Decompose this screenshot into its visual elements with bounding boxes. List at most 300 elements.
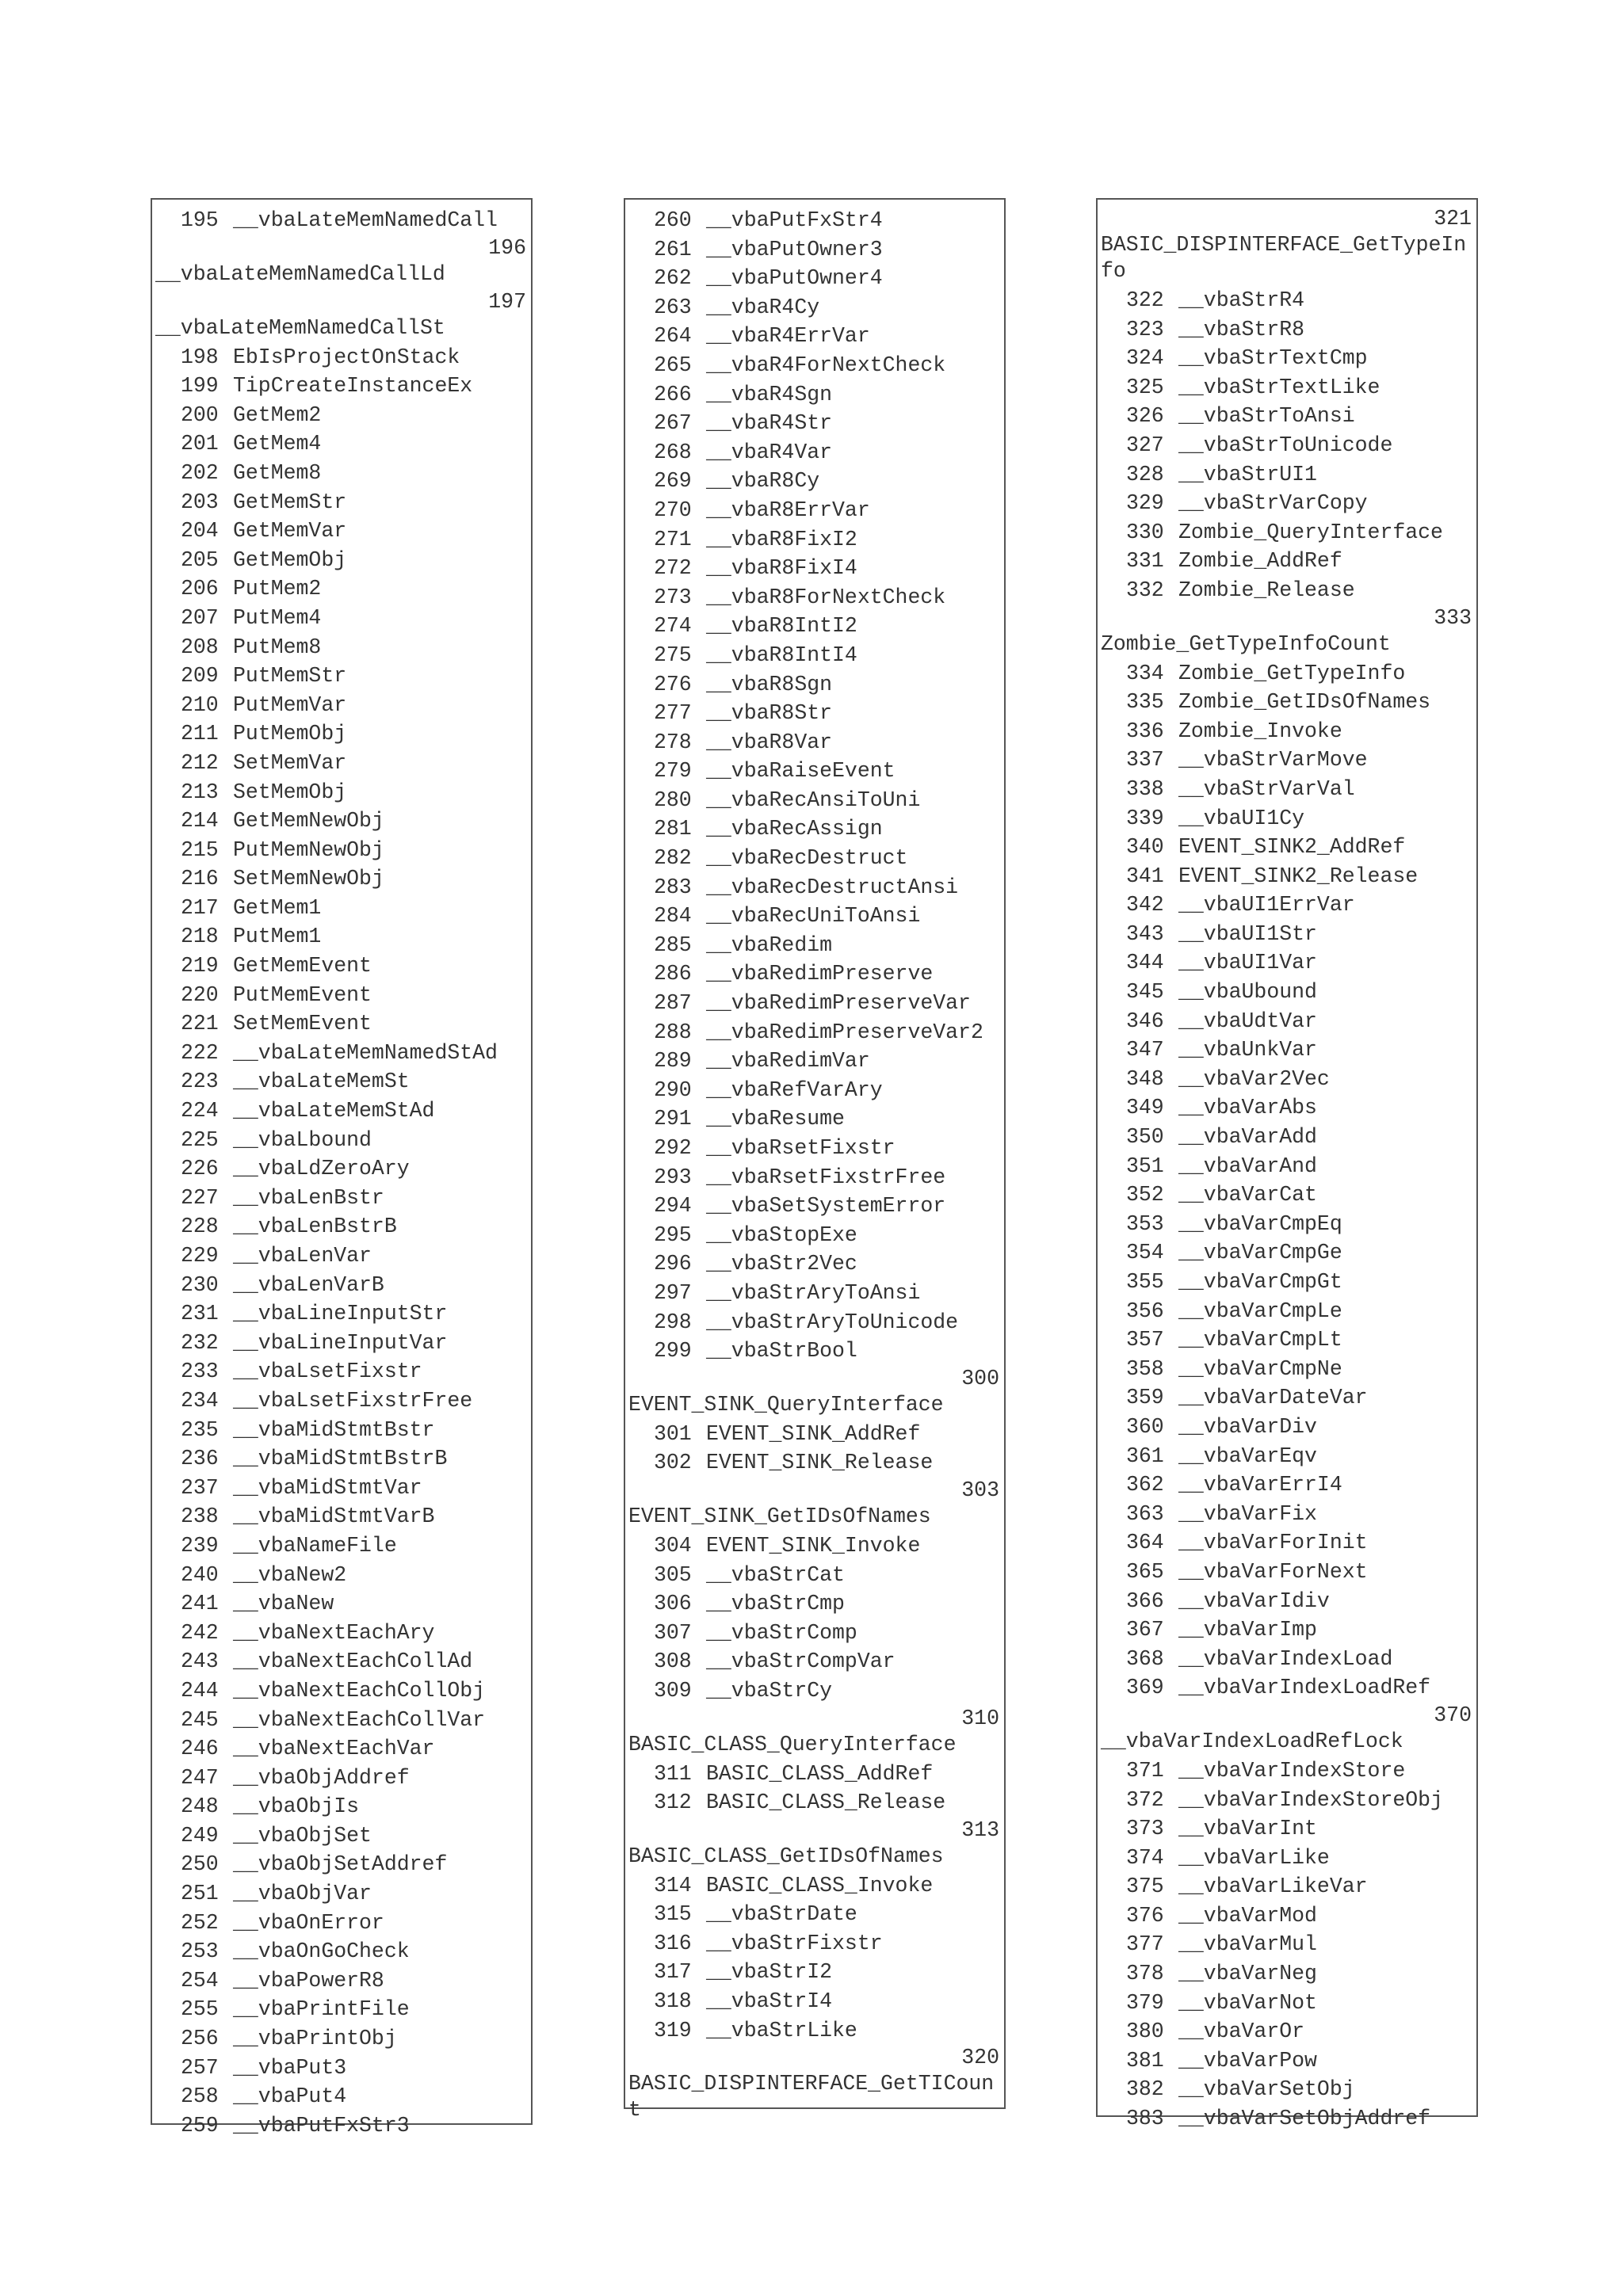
list-item (152, 1909, 531, 1938)
list-item (152, 807, 531, 836)
ordinal-number: 255 (181, 1997, 219, 2022)
list-item (625, 1018, 1004, 1047)
function-name: __vbaVarLikeVar (1178, 1875, 1368, 1899)
function-name: __vbaUI1Cy (1178, 806, 1305, 830)
ordinal-number: 350 (1126, 1125, 1164, 1150)
function-name: __vbaR4ErrVar (706, 324, 870, 349)
function-name: __vbaUI1ErrVar (1178, 893, 1355, 917)
ordinal-number: 272 (654, 556, 692, 581)
function-name: __vbaRecAssign (706, 817, 883, 841)
function-name: __vbaVarCmpLt (1178, 1328, 1342, 1352)
ordinal-number: 317 (654, 1960, 692, 1985)
function-name: __vbaRaiseEvent (706, 759, 896, 784)
list-item (152, 1502, 531, 1531)
list-item (625, 554, 1004, 583)
ordinal-number: 254 (181, 1968, 219, 1993)
function-name: __vbaUnkVar (1178, 1038, 1317, 1062)
function-name: __vbaLsetFixstr (233, 1360, 422, 1384)
ordinal-number: 358 (1126, 1356, 1164, 1381)
list-item (152, 1386, 531, 1416)
ordinal-number: 245 (181, 1707, 219, 1732)
function-name: PutMemNewObj (233, 837, 384, 862)
list-item (625, 206, 1004, 235)
ordinal-number: 319 (654, 2018, 692, 2042)
list-item (1098, 1703, 1476, 1755)
list-item (625, 670, 1004, 700)
list-item (152, 1561, 531, 1590)
ordinal-number: 341 (1126, 864, 1164, 888)
list-item (625, 1104, 1004, 1134)
list-item (152, 517, 531, 546)
function-name: __vbaUI1Var (1178, 951, 1317, 975)
list-item (625, 322, 1004, 351)
ordinal-number: 324 (1126, 346, 1164, 371)
function-name: __vbaStrBool (706, 1339, 857, 1363)
ordinal-number: 210 (181, 692, 219, 717)
list-item (625, 2016, 1004, 2046)
function-name: TipCreateInstanceEx (233, 374, 473, 399)
function-name: __vbaR8FixI4 (706, 556, 857, 581)
list-item (152, 459, 531, 488)
list-item (625, 873, 1004, 902)
list-item (1098, 1872, 1476, 1901)
function-name: __vbaStrI4 (706, 1989, 833, 2014)
ordinal-number: 337 (1126, 748, 1164, 772)
function-name: GetMem1 (233, 895, 322, 920)
list-item (152, 1879, 531, 1909)
function-name: GetMem8 (233, 460, 322, 485)
ordinal-number: 239 (181, 1533, 219, 1558)
list-item (152, 2111, 531, 2141)
ordinal-number: 257 (181, 2055, 219, 2080)
ordinal-number: 230 (181, 1272, 219, 1297)
function-name: SetMemVar (233, 750, 347, 775)
list-item (625, 235, 1004, 265)
list-item (625, 1788, 1004, 1817)
ordinal-number: 294 (654, 1194, 692, 1219)
ordinal-number: 217 (181, 895, 219, 920)
function-name: __vbaUI1Str (1178, 921, 1317, 946)
list-item (625, 786, 1004, 815)
list-item (625, 728, 1004, 757)
ordinal-number: 243 (181, 1650, 219, 1674)
function-name: __vbaStrVarVal (1178, 776, 1355, 801)
ordinal-number: 299 (654, 1339, 692, 1363)
function-name: PutMemVar (233, 692, 347, 717)
ordinal-number: 223 (181, 1070, 219, 1094)
function-name: __vbaLateMemSt (233, 1070, 410, 1094)
list-item (1098, 1500, 1476, 1529)
ordinal-number: 241 (181, 1592, 219, 1616)
function-name: __vbaStrR4 (1178, 288, 1305, 312)
function-name: __vbaR8Sgn (706, 672, 833, 696)
list-item (625, 1561, 1004, 1590)
list-item (625, 1134, 1004, 1163)
list-item (152, 1850, 531, 1879)
ordinal-number: 213 (181, 780, 219, 804)
list-item (1098, 717, 1476, 746)
table-column-1 (151, 198, 533, 2138)
function-name: __vbaStopExe (706, 1222, 857, 1247)
function-name: __vbaR8ErrVar (706, 498, 870, 522)
function-name: __vbaStrFixstr (706, 1931, 883, 1955)
ordinal-number: 301 (654, 1421, 692, 1446)
function-name: __vbaMidStmtBstrB (233, 1447, 448, 1471)
ordinal-number: 275 (654, 643, 692, 667)
ordinal-number: 344 (1126, 951, 1164, 975)
list-item (1098, 1413, 1476, 1442)
ordinal-number: 334 (1126, 661, 1164, 685)
function-name: __vbaRecDestructAnsi (706, 875, 959, 899)
ordinal-number: 327 (1126, 433, 1164, 457)
function-name: __vbaStrCompVar (706, 1650, 896, 1674)
ordinal-number: 211 (181, 722, 219, 746)
ordinal-number: 264 (654, 324, 692, 349)
list-item (152, 1097, 531, 1126)
list-item (1098, 1959, 1476, 1989)
function-name: __vbaVarAnd (1178, 1154, 1317, 1178)
ordinal-number: 282 (654, 846, 692, 871)
function-name: __vbaVarFix (1178, 1501, 1317, 1526)
list-item (1098, 1065, 1476, 1094)
function-name: BASIC_CLASS_QueryInterface (628, 1732, 957, 1756)
function-name: __vbaPut4 (233, 2084, 347, 2109)
list-item (625, 1337, 1004, 1366)
list-item (625, 1647, 1004, 1676)
list-item (152, 206, 531, 235)
ordinal-number: 331 (1126, 549, 1164, 574)
list-item (625, 757, 1004, 786)
list-item (1098, 402, 1476, 431)
ordinal-number: 220 (181, 982, 219, 1007)
function-name: Zombie_GetTypeInfo (1178, 661, 1406, 685)
list-item (625, 525, 1004, 555)
function-name: GetMem2 (233, 402, 322, 427)
list-item (152, 1792, 531, 1821)
list-item (152, 922, 531, 952)
ordinal-number: 333 (1434, 605, 1472, 630)
list-item (1098, 1673, 1476, 1703)
ordinal-number: 351 (1126, 1154, 1164, 1178)
list-item (1098, 489, 1476, 518)
list-item (1098, 2075, 1476, 2104)
function-name: PutMemEvent (233, 982, 372, 1007)
list-item (1098, 1786, 1476, 1815)
ordinal-number: 322 (1126, 288, 1164, 312)
list-item (152, 1619, 531, 1648)
function-name: __vbaRsetFixstrFree (706, 1165, 946, 1189)
function-name: __vbaVarSetObj (1178, 2077, 1355, 2102)
table-column-3 (1096, 198, 1478, 2131)
list-item (1098, 1210, 1476, 1239)
list-item (152, 1966, 531, 1996)
ordinal-number: 231 (181, 1302, 219, 1326)
list-item (152, 894, 531, 923)
list-item (152, 604, 531, 633)
list-item (625, 1900, 1004, 1929)
ordinal-number: 280 (654, 788, 692, 812)
function-name: __vbaVarIndexLoadRefLock (1101, 1729, 1403, 1753)
function-name: SetMemNewObj (233, 867, 384, 891)
function-name: __vbaR4Str (706, 411, 833, 436)
ordinal-number: 328 (1126, 462, 1164, 486)
function-name: __vbaStrUI1 (1178, 462, 1317, 486)
list-item (625, 641, 1004, 670)
function-name: Zombie_GetIDsOfNames (1178, 690, 1431, 715)
ordinal-number: 263 (654, 295, 692, 319)
ordinal-number: 235 (181, 1417, 219, 1442)
ordinal-number: 382 (1126, 2077, 1164, 2102)
ordinal-number: 216 (181, 867, 219, 891)
ordinal-number: 370 (1434, 1703, 1472, 1727)
function-name: __vbaVarCmpEq (1178, 1211, 1342, 1236)
function-name: GetMemObj (233, 547, 347, 572)
list-item (152, 2082, 531, 2111)
list-item (625, 496, 1004, 525)
function-name: __vbaStrToUnicode (1178, 433, 1393, 457)
function-name: __vbaNextEachVar (233, 1737, 435, 1761)
function-name: __vbaPut3 (233, 2055, 347, 2080)
list-item (152, 401, 531, 430)
function-name: __vbaVarIndexLoadRef (1178, 1676, 1431, 1700)
ordinal-number: 295 (654, 1222, 692, 1247)
list-item (625, 902, 1004, 931)
list-item (625, 931, 1004, 960)
list-item (625, 438, 1004, 467)
function-name: BASIC_CLASS_AddRef (706, 1761, 934, 1786)
list-item (152, 981, 531, 1010)
ordinal-number: 321 (1434, 207, 1472, 231)
ordinal-number: 260 (654, 208, 692, 232)
ordinal-number: 307 (654, 1620, 692, 1645)
list-item (152, 952, 531, 981)
function-name: __vbaStrComp (706, 1620, 857, 1645)
ordinal-number: 203 (181, 490, 219, 514)
function-name: __vbaLateMemNamedCallSt (155, 315, 445, 340)
list-item (1098, 431, 1476, 460)
ordinal-number: 302 (654, 1451, 692, 1475)
ordinal-number: 361 (1126, 1444, 1164, 1468)
list-item (152, 864, 531, 894)
ordinal-number: 312 (654, 1791, 692, 1815)
function-name: __vbaLenBstrB (233, 1215, 397, 1239)
ordinal-number: 315 (654, 1902, 692, 1927)
ordinal-number: 293 (654, 1165, 692, 1189)
list-item (1098, 605, 1476, 658)
list-item (1098, 804, 1476, 833)
list-item (625, 1676, 1004, 1706)
function-name: __vbaVarNeg (1178, 1962, 1317, 1986)
function-name: PutMemObj (233, 722, 347, 746)
list-item (152, 749, 531, 778)
ordinal-number: 281 (654, 817, 692, 841)
list-item (625, 1619, 1004, 1648)
ordinal-number: 343 (1126, 921, 1164, 946)
function-name: __vbaVarEqv (1178, 1444, 1317, 1468)
function-name: __vbaOnError (233, 1910, 384, 1935)
function-name: __vbaLenBstr (233, 1185, 384, 1210)
ordinal-number: 346 (1126, 1009, 1164, 1033)
list-item (1098, 344, 1476, 373)
ordinal-number: 265 (654, 353, 692, 377)
function-name: __vbaVarAbs (1178, 1096, 1317, 1120)
function-name: __vbaR8Cy (706, 469, 820, 494)
ordinal-number: 292 (654, 1136, 692, 1160)
ordinal-number: 352 (1126, 1183, 1164, 1207)
ordinal-number: 290 (654, 1077, 692, 1102)
ordinal-number: 268 (654, 440, 692, 464)
list-item (1098, 373, 1476, 402)
ordinal-number: 267 (654, 411, 692, 436)
ordinal-number: 332 (1126, 578, 1164, 602)
function-name: __vbaPrintObj (233, 2027, 397, 2051)
function-name: __vbaNextEachCollObj (233, 1678, 486, 1703)
function-name: __vbaR4Cy (706, 295, 820, 319)
ordinal-number: 300 (961, 1366, 999, 1390)
ordinal-number: 314 (654, 1873, 692, 1897)
list-item (1098, 659, 1476, 688)
ordinal-number: 323 (1126, 317, 1164, 341)
function-name: PutMemStr (233, 664, 347, 688)
function-name: GetMem4 (233, 432, 322, 456)
list-item (1098, 978, 1476, 1007)
ordinal-number: 256 (181, 2027, 219, 2051)
list-item (1098, 1930, 1476, 1959)
list-item (1098, 833, 1476, 862)
list-item (625, 583, 1004, 612)
function-name: __vbaStrVarCopy (1178, 491, 1368, 516)
ordinal-number: 249 (181, 1823, 219, 1848)
list-item (152, 1212, 531, 1241)
list-item (625, 1871, 1004, 1901)
function-name: __vbaObjSet (233, 1823, 372, 1848)
list-item (152, 691, 531, 720)
function-name: __vbaVarIndexLoad (1178, 1646, 1393, 1671)
ordinal-number: 199 (181, 374, 219, 399)
function-name: EVENT_SINK_Release (706, 1451, 934, 1475)
function-name: __vbaVarNot (1178, 1990, 1317, 2015)
ordinal-number: 229 (181, 1244, 219, 1268)
ordinal-number: 205 (181, 547, 219, 572)
function-name: __vbaVarCmpGe (1178, 1241, 1342, 1265)
list-item (625, 293, 1004, 322)
ordinal-number: 198 (181, 345, 219, 369)
list-item (152, 836, 531, 865)
function-name: SetMemEvent (233, 1012, 372, 1036)
function-name: __vbaStrLike (706, 2018, 857, 2042)
function-name: __vbaVarCat (1178, 1183, 1317, 1207)
list-item (152, 1937, 531, 1966)
function-name: Zombie_AddRef (1178, 549, 1342, 574)
ordinal-number: 207 (181, 605, 219, 630)
ordinal-number: 298 (654, 1310, 692, 1334)
function-name: __vbaVarImp (1178, 1618, 1317, 1642)
list-item (625, 1249, 1004, 1279)
list-item (625, 989, 1004, 1018)
ordinal-number: 305 (654, 1562, 692, 1587)
list-item (152, 1154, 531, 1184)
ordinal-number: 270 (654, 498, 692, 522)
ordinal-number: 214 (181, 809, 219, 833)
list-item (625, 1076, 1004, 1105)
list-item (152, 1676, 531, 1706)
ordinal-number: 288 (654, 1020, 692, 1044)
function-name: __vbaLateMemStAd (233, 1099, 435, 1123)
function-name: PutMem8 (233, 635, 322, 659)
ordinal-number: 237 (181, 1475, 219, 1500)
function-name: __vbaNextEachCollAd (233, 1650, 473, 1674)
list-item (625, 1958, 1004, 1987)
ordinal-number: 340 (1126, 835, 1164, 860)
list-item (1098, 1093, 1476, 1123)
function-name: BASIC_DISPINTERFACE_GetTypeInfo (1101, 233, 1467, 283)
ordinal-number: 339 (1126, 806, 1164, 830)
list-item (625, 409, 1004, 438)
function-name: __vbaStrTextLike (1178, 375, 1381, 399)
ordinal-number: 274 (654, 614, 692, 639)
list-item (1098, 2046, 1476, 2076)
function-name: __vbaVarIndexStore (1178, 1758, 1406, 1783)
ordinal-number: 228 (181, 1215, 219, 1239)
list-item (1098, 1814, 1476, 1844)
ordinal-number: 197 (488, 289, 526, 314)
function-name: __vbaVarOr (1178, 2019, 1305, 2044)
ordinal-number: 291 (654, 1107, 692, 1131)
function-name: __vbaRecDestruct (706, 846, 908, 871)
list-item (152, 1184, 531, 1213)
list-item (152, 1241, 531, 1271)
list-item (1098, 1844, 1476, 1873)
ordinal-number: 363 (1126, 1501, 1164, 1526)
list-item (152, 2054, 531, 2083)
list-item (1098, 862, 1476, 891)
ordinal-number: 286 (654, 962, 692, 986)
ordinal-number: 269 (654, 469, 692, 494)
ordinal-number: 236 (181, 1447, 219, 1471)
ordinal-number: 225 (181, 1127, 219, 1152)
list-item (1098, 1355, 1476, 1384)
list-item (625, 1163, 1004, 1192)
function-name: __vbaRefVarAry (706, 1077, 883, 1102)
function-name: __vbaVarErrI4 (1178, 1473, 1342, 1497)
function-name: PutMem1 (233, 925, 322, 949)
ordinal-number: 325 (1126, 375, 1164, 399)
list-item (152, 1647, 531, 1676)
list-item (1098, 1007, 1476, 1036)
ordinal-number: 258 (181, 2084, 219, 2109)
list-item (152, 1734, 531, 1764)
function-name: __vbaLenVarB (233, 1272, 384, 1297)
function-name: __vbaVarCmpLe (1178, 1299, 1342, 1323)
function-name: __vbaLsetFixstrFree (233, 1388, 473, 1413)
ordinal-number: 227 (181, 1185, 219, 1210)
ordinal-number: 221 (181, 1012, 219, 1036)
list-item (152, 574, 531, 604)
ordinal-number: 196 (488, 235, 526, 260)
list-item (1098, 1645, 1476, 1674)
list-item (625, 1531, 1004, 1561)
list-item (152, 1271, 531, 1300)
function-name: __vbaStrCmp (706, 1592, 845, 1616)
list-item (625, 612, 1004, 641)
function-name: __vbaR8FixI2 (706, 527, 857, 551)
list-item (1098, 688, 1476, 717)
function-name: __vbaVarForNext (1178, 1559, 1368, 1584)
ordinal-number: 273 (654, 585, 692, 609)
list-item (1098, 1297, 1476, 1326)
list-item (152, 1009, 531, 1039)
list-item (152, 1706, 531, 1735)
